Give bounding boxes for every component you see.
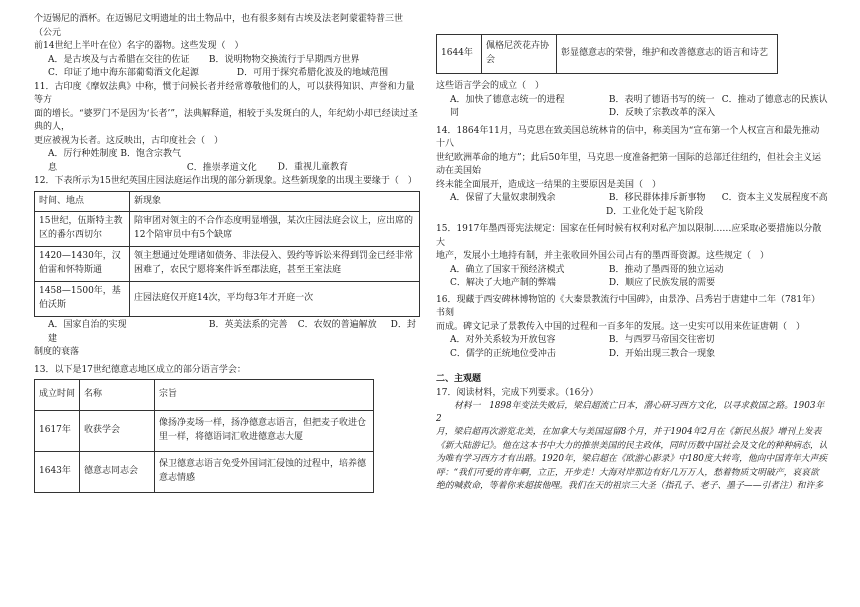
q12-row3-phenomenon: 庄园法庭仅开庭14次，平均每3年才开庭一次	[130, 282, 420, 317]
q13-row2-time: 1643年	[35, 452, 80, 493]
q11-text-line-1: 11．古印度《摩奴法典》中称，惯于问候长者并经常尊敬他们的人，可以获得知识、声誉和力量等方	[34, 81, 415, 105]
q13-header-time: 成立时间	[35, 380, 80, 411]
q11-option-d[interactable]: D．重视儿童教育	[277, 162, 348, 173]
section-subjective-title: 二、主观题	[436, 374, 482, 384]
q13-option-c-tail: 同	[450, 108, 460, 118]
q16-options-row1	[436, 334, 828, 348]
q10-text-line-1: 个迈锡尼的酒杯。在迈锡尼文明遗址的出土物品中，也有很多刻有古埃及法老阿蒙霍特普三世（公元	[34, 14, 404, 38]
q16-option-b[interactable]: B．与西罗马帝国交往密切	[608, 335, 715, 345]
q13-row1-purpose: 像扬净麦场一样，扬净德意志语言，但把麦子收进仓里一样，将德语词汇收进德意志大厦	[155, 411, 374, 452]
q13-row3-name: 佩格尼茨花卉协会	[482, 35, 557, 74]
q12-row3-place: 1458—1500年，基伯沃斯	[35, 282, 130, 317]
q12-options	[34, 319, 420, 346]
q15-option-b[interactable]: B．推动了墨西哥的独立运动	[608, 264, 724, 275]
q12-option-a[interactable]: A．国家自治的实现	[48, 320, 127, 331]
q16-text-line-1: 16．现藏于西安碑林博物馆的《大秦景教流行中国碑》，由景净、吕秀岩于唐建中二年（781年）书刻	[436, 294, 821, 318]
q13-row2-name: 德意志同志会	[80, 452, 155, 493]
q11-options	[34, 148, 420, 175]
q12-option-c[interactable]: C．农奴的普遍解放	[297, 320, 377, 331]
q13-option-d[interactable]: D．反映了宗教改革的深入	[608, 108, 716, 118]
q10-options	[34, 54, 420, 81]
q13-option-a[interactable]: A．加快了德意志统一的进程	[450, 94, 565, 105]
q15-text-line-2: 地产，发展小土地持有制，并主张收回外国公司占有的墨西哥资源。这些规定（ ）	[436, 251, 770, 261]
q13-row3-purpose: 彰显德意志的荣誉，维护和改善德意志的语言和诗艺	[557, 35, 778, 74]
q15-options-row2	[436, 277, 828, 291]
q16-options-row2	[436, 348, 828, 362]
q13-row3-time: 1644年	[437, 35, 482, 74]
q12-text: 12．下表所示为15世纪英国庄园法庭运作出现的部分新现象。这些新现象的出现主要缘于（ ）	[34, 176, 417, 186]
q13-options	[436, 94, 828, 108]
material-line-6: 绝的喊救命，等着你来超拔他哩。我们在天的祖宗三大圣（指孔子、老子、墨子——引者注）和许多	[436, 481, 824, 492]
q13-header-purpose: 宗旨	[155, 380, 374, 411]
q13-option-b[interactable]: B．表明了德语书写的统一	[608, 94, 715, 105]
q10-text-line-2: 前14世纪上半叶在位）名字的器物。这些发现（ ）	[34, 41, 244, 51]
q10-option-b[interactable]: B．说明物物交换流行于早期西方世界	[208, 54, 360, 65]
q11-text-line-3: 更应被视为长者。这反映出，古印度社会（ ）	[34, 135, 224, 146]
q12-option-d-tail: 制度的衰落	[34, 347, 80, 358]
q15-option-d[interactable]: D．顺应了民族发展的需要	[608, 278, 716, 288]
q14-option-d[interactable]: D．工业化处于起飞阶段	[606, 206, 704, 217]
right-column	[436, 34, 828, 494]
q12-header-time: 时间、地点	[35, 191, 130, 212]
q12-option-d[interactable]: D．封建	[48, 320, 416, 344]
q14-option-b[interactable]: B．移民群体排斥新事物	[608, 193, 706, 203]
q11-option-ab[interactable]: A．厉行种姓制度 B．饱含宗教气息	[48, 149, 181, 173]
q13-text: 13．以下是17世纪德意志地区成立的部分语言学会：	[34, 364, 246, 375]
q15-options-row1	[436, 264, 828, 278]
q13-row1-time: 1617年	[35, 411, 80, 452]
q15-option-a[interactable]: A．确立了国家干预经济模式	[450, 264, 565, 275]
q14-option-c[interactable]: C．资本主义发展程度不高	[721, 193, 828, 203]
q10-option-c[interactable]: C．印证了地中海东部葡萄酒文化起源	[48, 68, 199, 78]
q17-text: 17．阅读材料，完成下列要求。（16分）	[436, 387, 599, 398]
q13-header-name: 名称	[80, 380, 155, 411]
q15-option-c[interactable]: C．解决了大地产制的弊端	[450, 278, 556, 288]
q12-row1-phenomenon: 陪审团对领主的不合作态度明显增强，某次庄园法庭会议上，应出席的12个陪审员中有5个缺席	[130, 212, 420, 247]
q14-option-a[interactable]: A．保留了大量奴隶制残余	[450, 193, 556, 203]
q13-option-c[interactable]: C．推动了德意志的民族认	[721, 94, 828, 105]
material-line-2: 月，梁启超再次游览北美，在加拿大与美国逗留8个月，并于1904年2月在《新民丛报》增刊上发表	[436, 427, 822, 438]
q12-row1-place: 15世纪，伍斯特主教区的番尔西切尔	[35, 212, 130, 247]
material-line-3: 《新大陆游记》。他在这本书中大力的推崇美国的民主政体，同时历数中国社会及文化的种种病态，认	[436, 440, 828, 451]
q16-option-d[interactable]: D．开始出现三教合一现象	[608, 348, 716, 359]
q11-option-c[interactable]: C．推崇孝道文化	[186, 162, 257, 173]
q10-option-d[interactable]: D．可用于探究希腊化波及的地域范围	[236, 68, 389, 78]
q13-row2-purpose: 保卫德意志语言免受外国词汇侵蚀的过程中，培养德意志情感	[155, 452, 374, 493]
q11-text-line-2: 面的增长。“婆罗门不是因为‘长者’”，法典解释道，相较于头发斑白的人，年纪幼小却已经读过圣典的人，	[34, 108, 418, 132]
q12-table	[34, 191, 420, 318]
q15-text-line-1: 15．1917年墨西哥宪法规定：国家在任何时候有权利对私产加以限制……应采取必要措施以分散大	[436, 224, 822, 248]
q13-options-row2	[436, 107, 828, 121]
material-line-1: 材料一 1898年变法失败后，梁启超流亡日本，潜心研习西方文化，以寻求救国之路。1903年2	[436, 401, 825, 425]
left-column	[34, 13, 420, 493]
material-line-5: 呼：“我们可爱的青年啊，立正，开步走！大海对岸那边有好几万万人，愁着物质文明破产，哀哀欲	[436, 467, 819, 478]
q12-option-b[interactable]: B．英美法系的完善	[208, 320, 288, 331]
q10-option-a[interactable]: A．是古埃及与古希腊在交往的佐证	[48, 54, 190, 65]
q13-table	[34, 379, 374, 493]
q13-table-continued	[436, 34, 778, 74]
q16-text-line-2: 而成。碑文记录了景教传入中国的过程和一百多年的发展。这一史实可以用来佐证唐朝（ ）	[436, 321, 806, 332]
q16-option-c[interactable]: C．儒学的正统地位受冲击	[450, 348, 556, 359]
q12-header-phenomenon: 新现象	[130, 191, 420, 212]
q14-options-row2	[436, 206, 828, 220]
q14-text-line-3: 终未能全面展开，造成这一结果的主要原因是美国（ ）	[436, 179, 662, 190]
q14-text-line-2: 世纪欧洲革命的地方”；此后50年里，马克思一度准备把第一国际的总部迁往纽约，但社会主义运动在美国始	[436, 152, 822, 176]
material-line-4: 为唯有学习西方才有出路。1920年，梁启超在《欧游心影录》中180度大转弯，他向中国青年大声疾	[436, 454, 828, 465]
q16-option-a[interactable]: A．对外关系较为开放包容	[450, 335, 556, 345]
q13-row1-name: 收获学会	[80, 411, 155, 452]
q12-row2-phenomenon: 领主想通过处理诸如债务、非法侵入、毁约等诉讼来得到罚金已经非常困难了，农民宁愿将案件诉至郡法庭，甚至王室法庭	[130, 247, 420, 282]
q14-text-line-1: 14．1864年11月，马克思在致美国总统林肯的信中，称美国为“宣布第一个人权宣言和最先推动十八	[436, 125, 820, 149]
q13-question: 这些语言学会的成立（ ）	[436, 81, 545, 91]
q14-options	[436, 192, 828, 206]
q12-row2-place: 1420—1430年，汉伯雷和怀特斯通	[35, 247, 130, 282]
